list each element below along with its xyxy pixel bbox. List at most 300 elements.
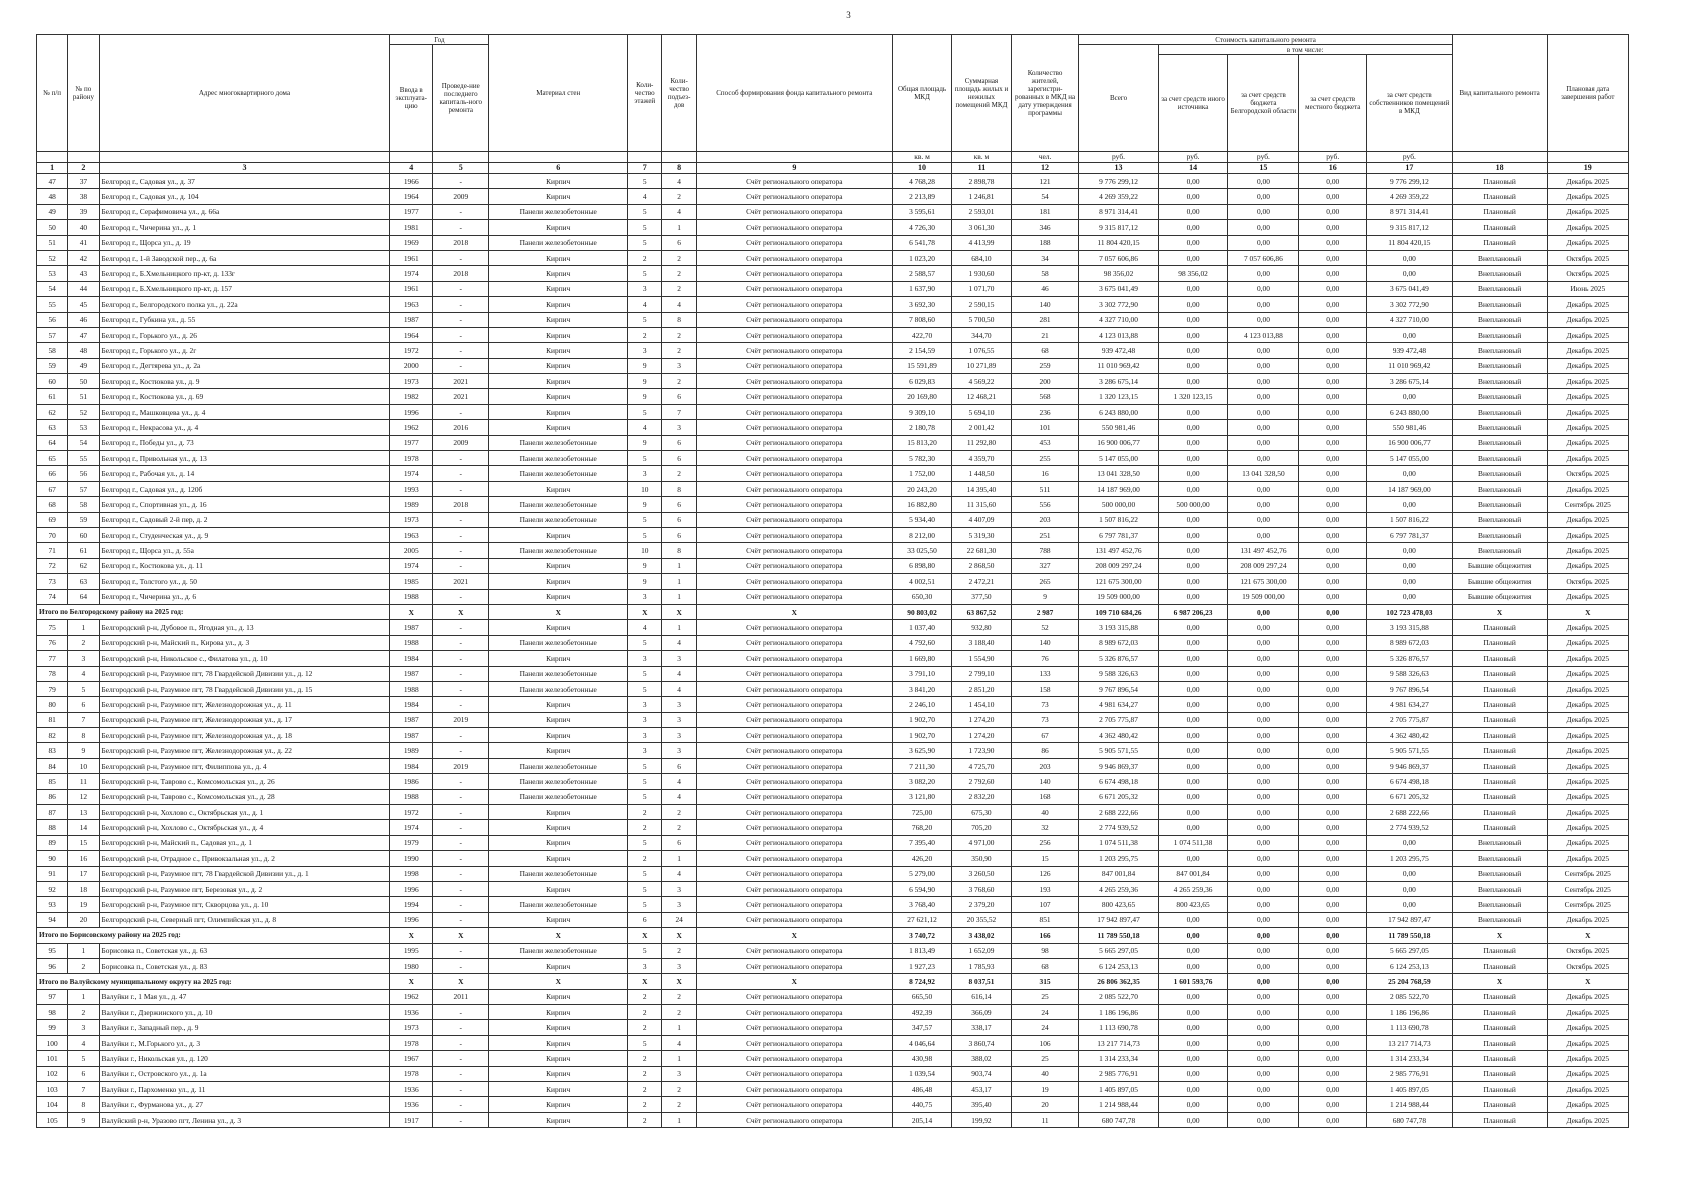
table-cell: 3 860,74 bbox=[952, 1035, 1011, 1050]
table-cell: 4 bbox=[662, 635, 696, 650]
table-cell: 5 bbox=[628, 789, 662, 804]
total-cell: X bbox=[662, 604, 696, 619]
table-cell: 37 bbox=[68, 174, 99, 189]
table-cell: 48 bbox=[68, 343, 99, 358]
table-cell: 51 bbox=[68, 389, 99, 404]
table-cell: Счёт регионального оператора bbox=[696, 743, 892, 758]
table-cell: 5 bbox=[628, 512, 662, 527]
table-cell: 107 bbox=[1011, 897, 1079, 912]
table-cell: Счёт регионального оператора bbox=[696, 712, 892, 727]
table-cell: 6 bbox=[662, 497, 696, 512]
table-cell: 0,00 bbox=[1367, 835, 1453, 850]
table-cell: Декабрь 2025 bbox=[1547, 1005, 1628, 1020]
table-cell: - bbox=[433, 297, 489, 312]
table-cell: 55 bbox=[68, 451, 99, 466]
table-cell: 500 000,00 bbox=[1158, 497, 1228, 512]
table-cell: 2 bbox=[662, 805, 696, 820]
table-row bbox=[37, 174, 1629, 189]
table-cell: 0,00 bbox=[1228, 1082, 1299, 1097]
table-row bbox=[37, 389, 1629, 404]
column-number: 12 bbox=[1011, 163, 1079, 174]
table-cell: 800 423,65 bbox=[1158, 897, 1228, 912]
table-cell: Октябрь 2025 bbox=[1547, 466, 1628, 481]
table-cell: 13 bbox=[68, 805, 99, 820]
table-cell: 2018 bbox=[433, 235, 489, 250]
table-cell: 0,00 bbox=[1367, 589, 1453, 604]
table-cell: 17 bbox=[68, 866, 99, 881]
unit-people: чел. bbox=[1011, 152, 1079, 163]
table-cell: Внеплановый bbox=[1452, 497, 1547, 512]
table-cell: 96 bbox=[37, 958, 68, 973]
table-cell: 3 bbox=[662, 358, 696, 373]
table-cell: 20 169,80 bbox=[892, 389, 951, 404]
table-cell: 0,00 bbox=[1228, 281, 1299, 296]
table-cell: Счёт регионального оператора bbox=[696, 1051, 892, 1066]
table-cell: - bbox=[433, 312, 489, 327]
table-cell: 2018 bbox=[433, 497, 489, 512]
table-row bbox=[37, 1066, 1629, 1081]
table-cell: Октябрь 2025 bbox=[1547, 943, 1628, 958]
table-cell: Счёт регионального оператора bbox=[696, 512, 892, 527]
header-cost-region: за счет средств бюджета Белгородской области bbox=[1228, 55, 1299, 152]
table-cell: Декабрь 2025 bbox=[1547, 358, 1628, 373]
table-cell: 0,00 bbox=[1299, 881, 1367, 896]
table-cell: 2016 bbox=[433, 420, 489, 435]
column-number: 14 bbox=[1158, 163, 1228, 174]
table-cell: 4 792,60 bbox=[892, 635, 951, 650]
table-cell: 1984 bbox=[390, 651, 433, 666]
table-cell: - bbox=[433, 835, 489, 850]
table-cell: Плановый bbox=[1452, 728, 1547, 743]
table-cell: Счёт регионального оператора bbox=[696, 943, 892, 958]
total-cell: 0,00 bbox=[1299, 974, 1367, 989]
table-cell: 0,00 bbox=[1228, 220, 1299, 235]
table-cell: 0,00 bbox=[1158, 1097, 1228, 1112]
table-row bbox=[37, 266, 1629, 281]
table-cell: - bbox=[433, 512, 489, 527]
table-cell: 847 001,84 bbox=[1079, 866, 1158, 881]
table-cell: 0,00 bbox=[1299, 1051, 1367, 1066]
table-cell: 168 bbox=[1011, 789, 1079, 804]
table-cell: Сентябрь 2025 bbox=[1547, 897, 1628, 912]
table-cell: 4 bbox=[662, 789, 696, 804]
table-cell: 9 bbox=[628, 389, 662, 404]
table-cell: 84 bbox=[37, 758, 68, 773]
table-cell: 3 302 772,90 bbox=[1079, 297, 1158, 312]
table-cell: 12 bbox=[68, 789, 99, 804]
table-cell: 20 bbox=[1011, 1097, 1079, 1112]
table-cell: 9 767 896,54 bbox=[1367, 681, 1453, 696]
table-cell: 5 905 571,55 bbox=[1079, 743, 1158, 758]
table-cell: Счёт регионального оператора bbox=[696, 666, 892, 681]
table-cell: 50 bbox=[68, 374, 99, 389]
table-cell: 4 359,70 bbox=[952, 451, 1011, 466]
table-cell: Сентябрь 2025 bbox=[1547, 866, 1628, 881]
table-cell: 0,00 bbox=[1299, 789, 1367, 804]
table-cell: 2 bbox=[662, 820, 696, 835]
table-cell: 8 bbox=[662, 481, 696, 496]
table-cell: 932,80 bbox=[952, 620, 1011, 635]
table-cell: 2 bbox=[628, 820, 662, 835]
table-cell: 95 bbox=[37, 943, 68, 958]
total-cell: 0,00 bbox=[1299, 604, 1367, 619]
table-cell: Плановый bbox=[1452, 805, 1547, 820]
table-cell: 3 bbox=[662, 958, 696, 973]
table-cell: Счёт регионального оператора bbox=[696, 543, 892, 558]
table-cell: 0,00 bbox=[1158, 404, 1228, 419]
table-cell: 1 637,90 bbox=[892, 281, 951, 296]
header-year-last-repair: Проведе-ние последнего капиталь-ного ремонта bbox=[433, 45, 489, 152]
table-cell: 5 bbox=[628, 758, 662, 773]
table-cell: 2011 bbox=[433, 989, 489, 1004]
table-cell: 47 bbox=[68, 327, 99, 342]
table-row bbox=[37, 635, 1629, 650]
table-cell: Декабрь 2025 bbox=[1547, 451, 1628, 466]
address-cell: Белгородский р-н, Разумное пгт, Березовая ул., д. 2 bbox=[99, 881, 390, 896]
unit-rub: руб. bbox=[1079, 152, 1158, 163]
table-cell: Кирпич bbox=[489, 250, 628, 265]
table-cell: 0,00 bbox=[1158, 235, 1228, 250]
total-cell: X bbox=[628, 604, 662, 619]
table-cell: 1 bbox=[662, 589, 696, 604]
table-cell: Панели железобетонные bbox=[489, 866, 628, 881]
table-cell: 1988 bbox=[390, 635, 433, 650]
table-cell: 1994 bbox=[390, 897, 433, 912]
table-cell: 2 472,21 bbox=[952, 574, 1011, 589]
table-cell: Плановый bbox=[1452, 204, 1547, 219]
table-cell: 705,20 bbox=[952, 820, 1011, 835]
table-cell: 2000 bbox=[390, 358, 433, 373]
table-cell: Декабрь 2025 bbox=[1547, 1066, 1628, 1081]
table-cell: 4 bbox=[662, 666, 696, 681]
unit-rub: руб. bbox=[1158, 152, 1228, 163]
table-cell: 1 bbox=[662, 620, 696, 635]
table-cell: 0,00 bbox=[1228, 297, 1299, 312]
table-cell: 0,00 bbox=[1299, 250, 1367, 265]
table-cell: Кирпич bbox=[489, 620, 628, 635]
table-cell: 79 bbox=[37, 681, 68, 696]
table-cell: 0,00 bbox=[1158, 697, 1228, 712]
table-cell: 0,00 bbox=[1158, 420, 1228, 435]
table-cell: 2 832,20 bbox=[952, 789, 1011, 804]
table-cell: Счёт регионального оператора bbox=[696, 281, 892, 296]
table-cell: 0,00 bbox=[1158, 805, 1228, 820]
table-cell: Счёт регионального оператора bbox=[696, 681, 892, 696]
table-cell: - bbox=[433, 851, 489, 866]
total-cell: 25 204 768,59 bbox=[1367, 974, 1453, 989]
table-cell: 1982 bbox=[390, 389, 433, 404]
total-cell: X bbox=[390, 604, 433, 619]
table-cell: 0,00 bbox=[1228, 1112, 1299, 1127]
table-cell: 0,00 bbox=[1228, 958, 1299, 973]
table-cell: 0,00 bbox=[1228, 404, 1299, 419]
address-cell: Белгородский р-н, Никольское с., Филатова ул., д. 10 bbox=[99, 651, 390, 666]
table-cell: 0,00 bbox=[1158, 558, 1228, 573]
unit-sqm: кв. м bbox=[892, 152, 951, 163]
unit-rub: руб. bbox=[1299, 152, 1367, 163]
table-cell: 21 bbox=[1011, 327, 1079, 342]
table-cell: 0,00 bbox=[1158, 174, 1228, 189]
table-cell: 1987 bbox=[390, 712, 433, 727]
table-cell: 9 bbox=[628, 497, 662, 512]
table-cell: 2 bbox=[628, 1066, 662, 1081]
table-row bbox=[37, 1035, 1629, 1050]
table-cell: Декабрь 2025 bbox=[1547, 912, 1628, 927]
table-cell: Внеплановый bbox=[1452, 881, 1547, 896]
table-cell: 1 246,81 bbox=[952, 189, 1011, 204]
table-cell: 4 bbox=[628, 189, 662, 204]
table-cell: 8 bbox=[68, 728, 99, 743]
table-cell: 4 046,64 bbox=[892, 1035, 951, 1050]
table-cell: 103 bbox=[37, 1082, 68, 1097]
table-cell: Счёт регионального оператора bbox=[696, 374, 892, 389]
table-cell: 5 bbox=[628, 774, 662, 789]
table-cell: 0,00 bbox=[1228, 635, 1299, 650]
table-cell: 0,00 bbox=[1158, 989, 1228, 1004]
header-year-group: Год bbox=[390, 35, 489, 45]
table-cell: 1966 bbox=[390, 174, 433, 189]
table-cell: Кирпич bbox=[489, 1097, 628, 1112]
table-cell: 54 bbox=[37, 281, 68, 296]
table-cell: Счёт регионального оператора bbox=[696, 420, 892, 435]
table-cell: 5 319,30 bbox=[952, 527, 1011, 542]
table-cell: Декабрь 2025 bbox=[1547, 805, 1628, 820]
table-cell: 0,00 bbox=[1299, 543, 1367, 558]
table-cell: 4 bbox=[628, 620, 662, 635]
table-row bbox=[37, 250, 1629, 265]
table-cell: 1977 bbox=[390, 435, 433, 450]
table-cell: 9 946 869,37 bbox=[1367, 758, 1453, 773]
address-cell: Белгородский р-н, Разумное пгт, 78 Гвардейской Дивизии ул., д. 12 bbox=[99, 666, 390, 681]
table-cell: 0,00 bbox=[1299, 1005, 1367, 1020]
table-cell: 2005 bbox=[390, 543, 433, 558]
column-number: 9 bbox=[696, 163, 892, 174]
table-cell: 1987 bbox=[390, 728, 433, 743]
table-cell: 0,00 bbox=[1299, 558, 1367, 573]
table-cell: 86 bbox=[1011, 743, 1079, 758]
table-cell: 3 bbox=[628, 589, 662, 604]
table-cell: Панели железобетонные bbox=[489, 789, 628, 804]
table-cell: 1 405 897,05 bbox=[1367, 1082, 1453, 1097]
table-cell: Плановый bbox=[1452, 1097, 1547, 1112]
table-cell: 6 bbox=[662, 512, 696, 527]
table-cell: Декабрь 2025 bbox=[1547, 174, 1628, 189]
table-cell: 0,00 bbox=[1228, 851, 1299, 866]
table-row bbox=[37, 866, 1629, 881]
table-cell: 2 593,01 bbox=[952, 204, 1011, 219]
table-cell: 2 bbox=[662, 374, 696, 389]
table-cell: Кирпич bbox=[489, 912, 628, 927]
table-cell: 4 269 359,22 bbox=[1079, 189, 1158, 204]
table-cell: Счёт регионального оператора bbox=[696, 1082, 892, 1097]
table-cell: 2 bbox=[628, 1112, 662, 1127]
column-number: 8 bbox=[662, 163, 696, 174]
table-cell: Плановый bbox=[1452, 958, 1547, 973]
table-row bbox=[37, 666, 1629, 681]
table-cell: Панели железобетонные bbox=[489, 512, 628, 527]
table-cell: 57 bbox=[37, 327, 68, 342]
total-cell: X bbox=[662, 974, 696, 989]
table-cell: 0,00 bbox=[1158, 312, 1228, 327]
address-cell: Валуйки г., Фурманова ул., д. 27 bbox=[99, 1097, 390, 1112]
table-cell: Кирпич bbox=[489, 851, 628, 866]
table-cell: 0,00 bbox=[1158, 527, 1228, 542]
table-cell: Сентябрь 2025 bbox=[1547, 497, 1628, 512]
table-cell: 2019 bbox=[433, 758, 489, 773]
table-cell: 54 bbox=[68, 435, 99, 450]
table-cell: 1985 bbox=[390, 574, 433, 589]
table-cell: 0,00 bbox=[1228, 758, 1299, 773]
table-row bbox=[37, 1097, 1629, 1112]
table-cell: 53 bbox=[37, 266, 68, 281]
table-cell: 788 bbox=[1011, 543, 1079, 558]
table-cell: 4 bbox=[662, 1035, 696, 1050]
address-cell: Белгород г., Садовая ул., д. 37 bbox=[99, 174, 390, 189]
table-cell: 3 bbox=[628, 343, 662, 358]
table-row bbox=[37, 820, 1629, 835]
address-cell: Белгород г., Горького ул., д. 26 bbox=[99, 327, 390, 342]
header-repair-type: Вид капитального ремонта bbox=[1452, 35, 1547, 152]
table-cell: 0,00 bbox=[1158, 1051, 1228, 1066]
table-cell: 91 bbox=[37, 866, 68, 881]
table-cell: Сентябрь 2025 bbox=[1547, 881, 1628, 896]
table-cell: 8 bbox=[662, 312, 696, 327]
table-cell: Декабрь 2025 bbox=[1547, 1112, 1628, 1127]
table-cell: 0,00 bbox=[1158, 1082, 1228, 1097]
table-cell: 0,00 bbox=[1299, 851, 1367, 866]
total-cell: X bbox=[433, 928, 489, 943]
table-cell: 0,00 bbox=[1299, 681, 1367, 696]
header-cost-other: за счет средств иного источника bbox=[1158, 55, 1228, 152]
table-cell: Внеплановый bbox=[1452, 327, 1547, 342]
table-cell: 800 423,65 bbox=[1079, 897, 1158, 912]
table-cell: 2 bbox=[68, 958, 99, 973]
table-cell: 422,70 bbox=[892, 327, 951, 342]
table-cell: Декабрь 2025 bbox=[1547, 651, 1628, 666]
table-cell: 4 bbox=[662, 174, 696, 189]
table-cell: 15 bbox=[1011, 851, 1079, 866]
table-cell: 133 bbox=[1011, 666, 1079, 681]
table-cell: 12 468,21 bbox=[952, 389, 1011, 404]
table-cell: 4 981 634,27 bbox=[1367, 697, 1453, 712]
table-cell: Внеплановый bbox=[1452, 527, 1547, 542]
table-cell: Внеплановый bbox=[1452, 358, 1547, 373]
table-cell: 0,00 bbox=[1228, 651, 1299, 666]
table-cell: 0,00 bbox=[1158, 435, 1228, 450]
table-cell: 4 981 634,27 bbox=[1079, 697, 1158, 712]
table-cell: 0,00 bbox=[1228, 451, 1299, 466]
table-cell: 188 bbox=[1011, 235, 1079, 250]
table-cell: 486,48 bbox=[892, 1082, 951, 1097]
district-total-row bbox=[37, 928, 1629, 943]
table-cell: 6 bbox=[662, 835, 696, 850]
table-cell: Плановый bbox=[1452, 1082, 1547, 1097]
table-cell: - bbox=[433, 805, 489, 820]
table-cell: Декабрь 2025 bbox=[1547, 635, 1628, 650]
table-cell: Кирпич bbox=[489, 174, 628, 189]
table-cell: 3 188,40 bbox=[952, 635, 1011, 650]
table-cell: 0,00 bbox=[1299, 374, 1367, 389]
table-cell: 61 bbox=[68, 543, 99, 558]
table-cell: 4 bbox=[662, 866, 696, 881]
table-cell: 73 bbox=[1011, 697, 1079, 712]
table-cell: Счёт регионального оператора bbox=[696, 774, 892, 789]
table-cell: 76 bbox=[37, 635, 68, 650]
table-cell: 1 454,10 bbox=[952, 697, 1011, 712]
table-cell: 2 898,78 bbox=[952, 174, 1011, 189]
table-cell: Внеплановый bbox=[1452, 543, 1547, 558]
table-cell: 4 569,22 bbox=[952, 374, 1011, 389]
table-cell: Кирпич bbox=[489, 420, 628, 435]
table-cell: 1 902,70 bbox=[892, 728, 951, 743]
table-cell: 1 405 897,05 bbox=[1079, 1082, 1158, 1097]
table-cell: Кирпич bbox=[489, 558, 628, 573]
table-cell: 2 bbox=[662, 466, 696, 481]
table-cell: 54 bbox=[1011, 189, 1079, 204]
table-cell: Плановый bbox=[1452, 1035, 1547, 1050]
table-cell: 9 767 896,54 bbox=[1079, 681, 1158, 696]
table-cell: Счёт регионального оператора bbox=[696, 989, 892, 1004]
table-cell: - bbox=[433, 1082, 489, 1097]
table-cell: 6 124 253,13 bbox=[1367, 958, 1453, 973]
table-cell: Октябрь 2025 bbox=[1547, 250, 1628, 265]
table-cell: 7 bbox=[68, 1082, 99, 1097]
table-cell: 1 037,40 bbox=[892, 620, 951, 635]
table-cell: 1 203 295,75 bbox=[1079, 851, 1158, 866]
table-cell: Декабрь 2025 bbox=[1547, 1082, 1628, 1097]
table-cell: 0,00 bbox=[1228, 1005, 1299, 1020]
table-cell: 0,00 bbox=[1158, 712, 1228, 727]
table-cell: 1 902,70 bbox=[892, 712, 951, 727]
table-cell: 6 797 781,37 bbox=[1079, 527, 1158, 542]
table-cell: 2 bbox=[628, 1082, 662, 1097]
table-cell: 9 bbox=[628, 574, 662, 589]
header-floors: Коли-чество этажей bbox=[628, 35, 662, 152]
table-cell: 68 bbox=[1011, 343, 1079, 358]
table-cell: 5 bbox=[68, 1051, 99, 1066]
table-cell: 7 395,40 bbox=[892, 835, 951, 850]
table-cell: 0,00 bbox=[1228, 343, 1299, 358]
table-cell: 24 bbox=[1011, 1020, 1079, 1035]
table-cell: 338,17 bbox=[952, 1020, 1011, 1035]
table-cell: 59 bbox=[68, 512, 99, 527]
table-row bbox=[37, 958, 1629, 973]
table-cell: Плановый bbox=[1452, 635, 1547, 650]
table-cell: 1 507 816,22 bbox=[1367, 512, 1453, 527]
table-cell: 3 bbox=[662, 651, 696, 666]
table-cell: 2 bbox=[68, 635, 99, 650]
table-cell: 0,00 bbox=[1158, 343, 1228, 358]
table-cell: 66 bbox=[37, 466, 68, 481]
table-cell: - bbox=[433, 1020, 489, 1035]
table-cell: Плановый bbox=[1452, 943, 1547, 958]
table-cell: Внеплановый bbox=[1452, 897, 1547, 912]
table-cell: 18 bbox=[68, 881, 99, 896]
table-cell: 52 bbox=[37, 250, 68, 265]
column-number: 19 bbox=[1547, 163, 1628, 174]
table-cell: 0,00 bbox=[1299, 512, 1367, 527]
table-cell: 1973 bbox=[390, 374, 433, 389]
table-cell: 19 509 000,00 bbox=[1228, 589, 1299, 604]
table-cell: 58 bbox=[37, 343, 68, 358]
table-cell: 140 bbox=[1011, 635, 1079, 650]
table-cell: Счёт регионального оператора bbox=[696, 297, 892, 312]
header-num-district: № по району bbox=[68, 35, 99, 152]
header-entrances: Коли-чество подъез-дов bbox=[662, 35, 696, 152]
table-cell: Внеплановый bbox=[1452, 389, 1547, 404]
table-cell: 3 791,10 bbox=[892, 666, 951, 681]
table-cell: - bbox=[433, 820, 489, 835]
